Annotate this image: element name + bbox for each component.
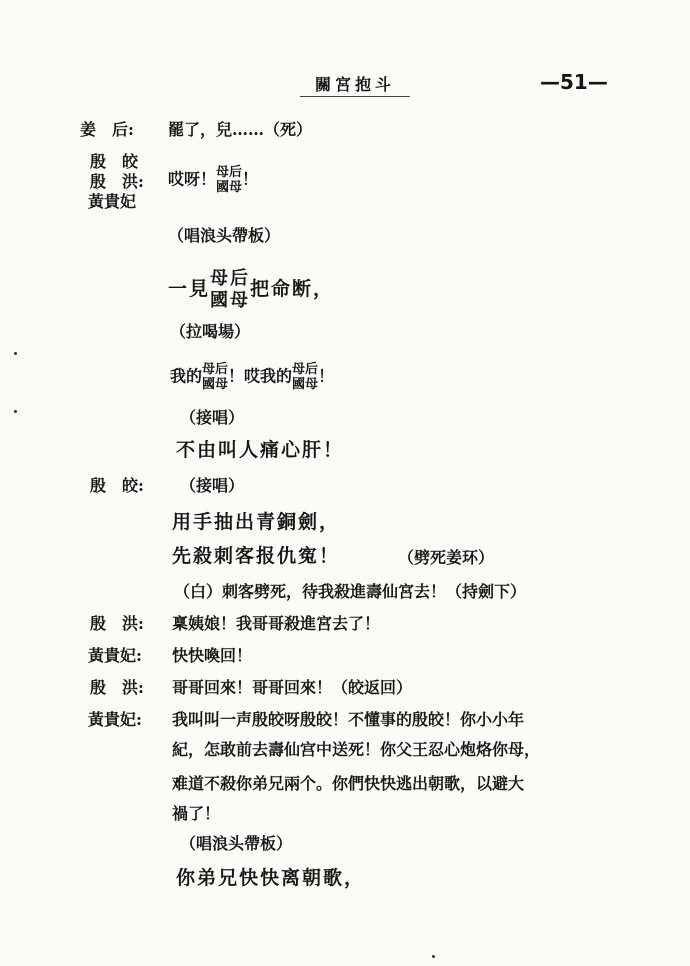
line-bu-you: 不由叫人痛心肝！: [176, 439, 345, 461]
stage-pi-si: （劈死姜环）: [398, 548, 495, 567]
speaker-jiang: 姜 后:: [80, 120, 134, 139]
line-yong-shou: 用手抽出青銅劍，: [172, 511, 341, 533]
stage-sing2: （唱浪头帶板）: [180, 834, 293, 853]
line-long-3: 难道不殺你弟兄兩个。你們快快逃出朝歌，以避大: [172, 774, 525, 793]
scan-speck: [432, 955, 435, 958]
line-long-2: 紀，怎敢前去壽仙宫中送死！你父王忍心炮烙你母，: [172, 740, 541, 759]
page-number: —51—: [540, 70, 608, 94]
speaker-yin-hong-3: 殷 洪:: [90, 678, 144, 697]
speaker-huang: 黃貴妃: [88, 192, 137, 211]
line-bai: （白）刺客劈死，待我殺進壽仙宮去！（持劍下）: [174, 582, 527, 601]
running-title: 關宮抱斗: [300, 74, 410, 97]
line-xian-sha: 先殺刺客报仇寃！: [172, 545, 341, 567]
trio-a: 哎呀！: [168, 169, 217, 189]
line-gege: 哥哥回來！哥哥回來！（皎返回）: [172, 678, 413, 697]
line-jiang: 罷了，兒……（死）: [168, 120, 313, 139]
scan-speck: [14, 410, 17, 413]
trio-end: ！: [242, 169, 259, 189]
speaker-huang-2: 黃貴妃:: [88, 646, 142, 665]
trio-stack: 母后 國母: [216, 165, 243, 195]
line-sing1: 一見 母后 國母 把命断，: [168, 268, 335, 311]
stage-jie1: （接唱）: [180, 408, 245, 427]
stage-sing1: （唱浪头帶板）: [168, 226, 281, 245]
line-trio: [168, 165, 258, 195]
scan-speck: [14, 352, 17, 355]
line-long-4: 禍了！: [172, 804, 221, 823]
speaker-huang-3: 黃貴妃:: [88, 710, 142, 729]
speaker-yin-jiao: 殷 皎: [90, 152, 139, 171]
line-bing: 稟姨娘！我哥哥殺進宮去了！: [172, 614, 381, 633]
sing1-stack: 母后 國母: [210, 268, 251, 311]
stage-jie2: （接唱）: [180, 476, 245, 495]
line-ni: 你弟兄快快离朝歌，: [176, 867, 366, 889]
line-my: 我的 母后 國母 ！哎我的 母后 國母 ！: [170, 362, 335, 392]
stage-pull: （拉喝場）: [170, 322, 251, 341]
line-kuai: 快快喚回！: [172, 646, 253, 665]
speaker-yin-hong: 殷 洪:: [90, 172, 144, 191]
speaker-yin-jiao-2: 殷 皎:: [90, 476, 144, 495]
speaker-yin-hong-2: 殷 洪:: [90, 614, 144, 633]
line-long-1: 我叫叫一声殷皎呀殷皎！不懂事的殷皎！你小小年: [172, 710, 525, 729]
